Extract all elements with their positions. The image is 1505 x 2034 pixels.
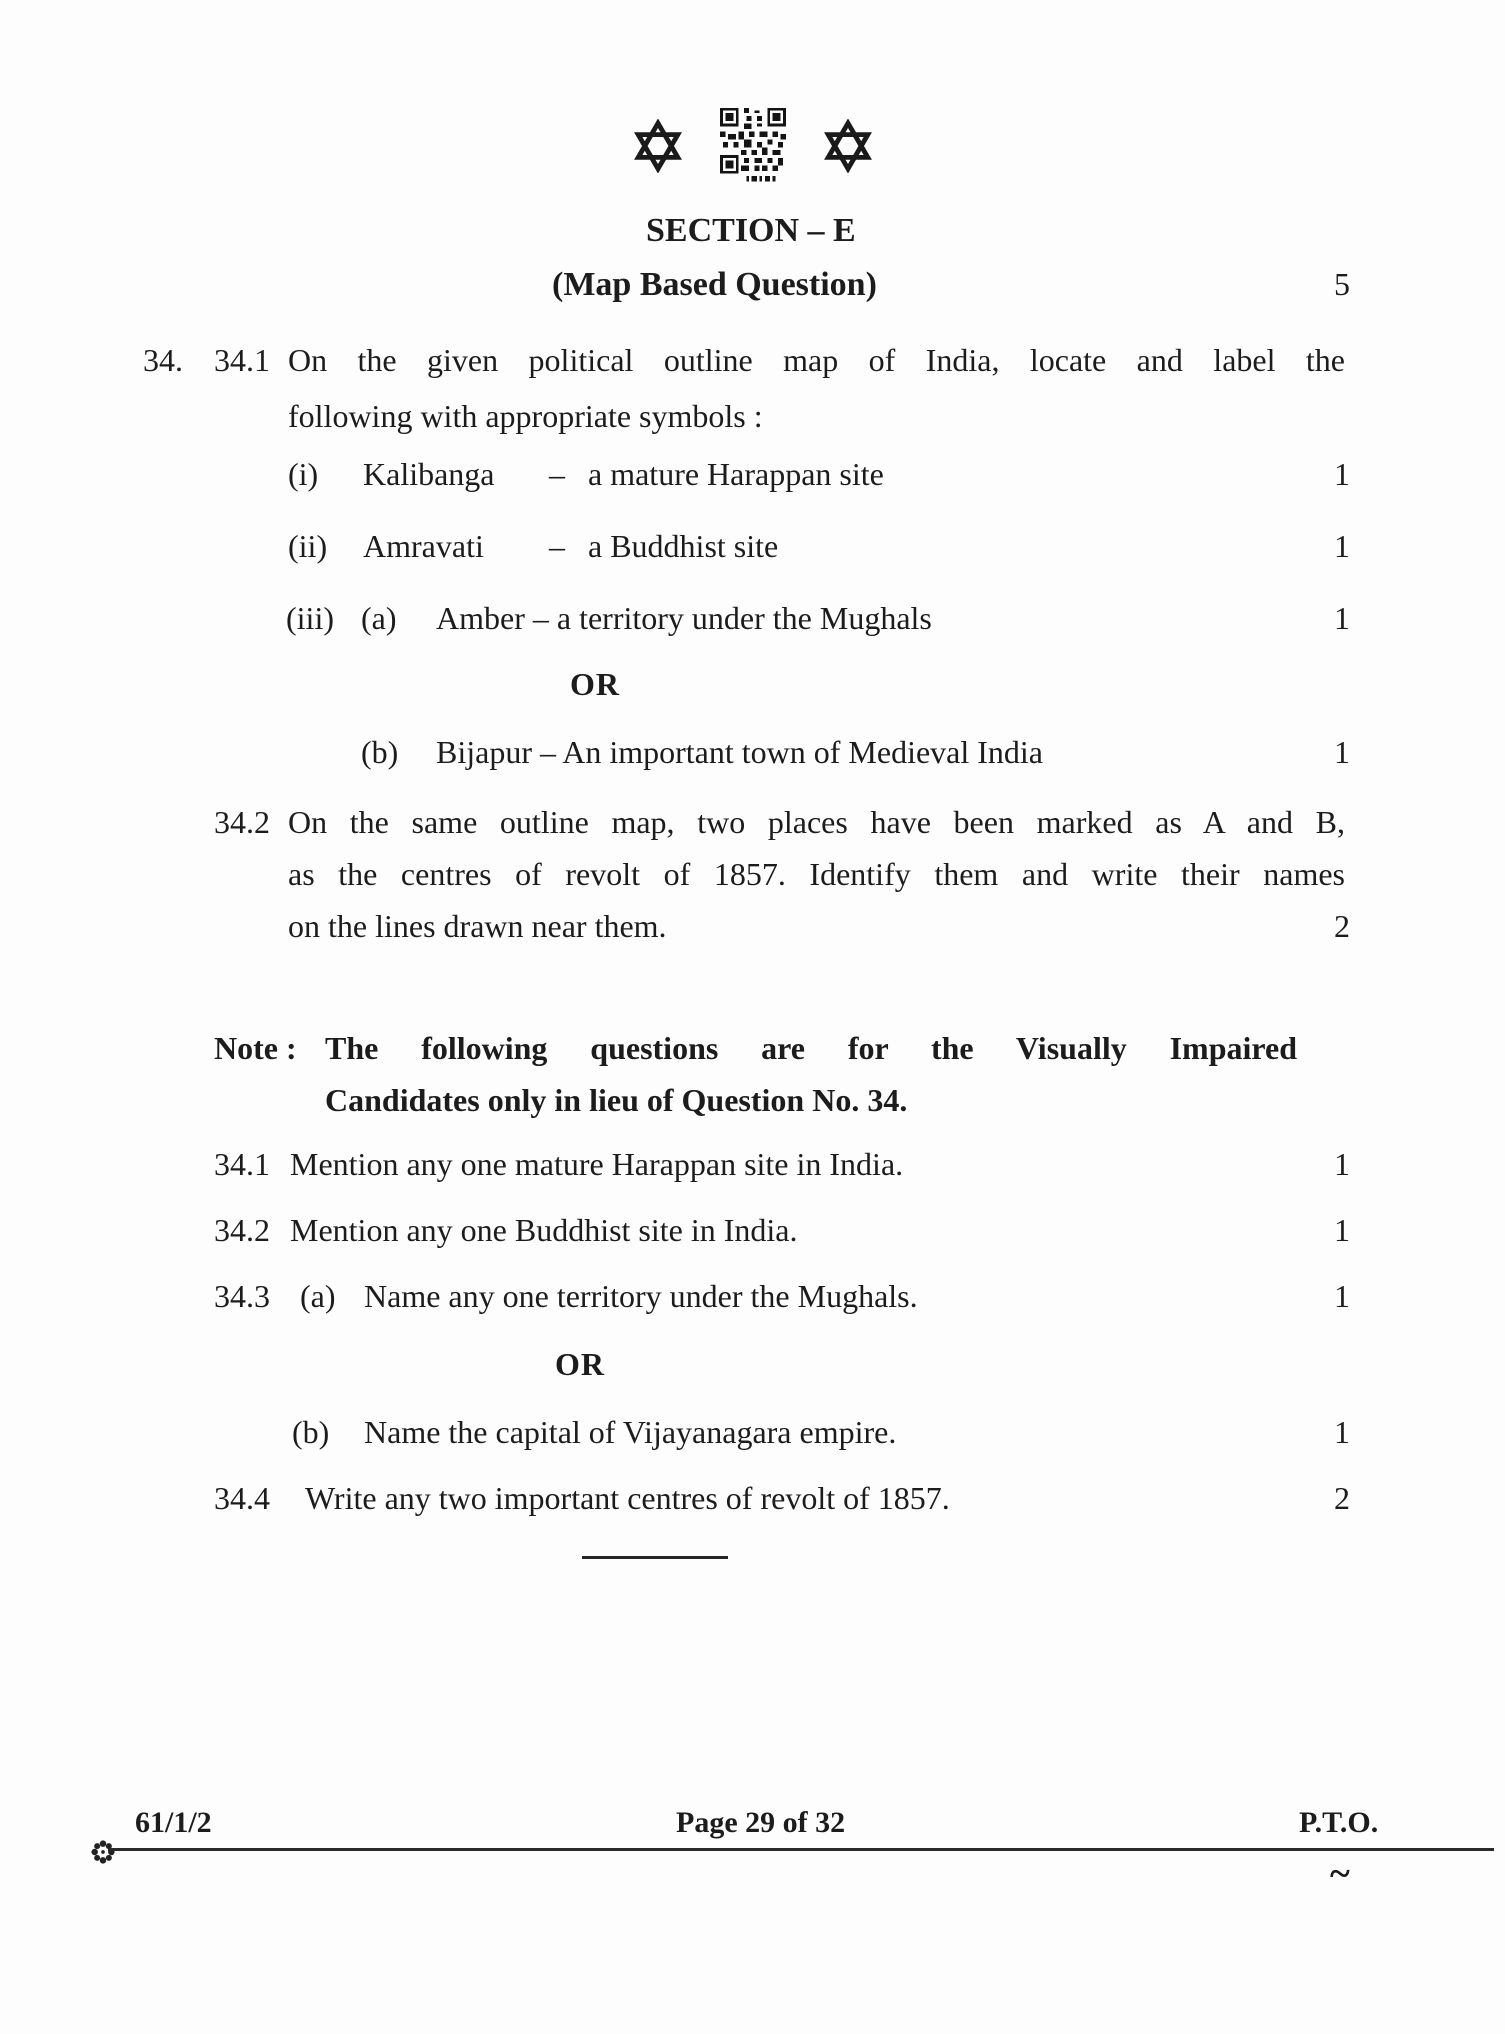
question-number: 34. <box>143 342 183 378</box>
flower-icon <box>90 1836 116 1873</box>
or-divider <box>0 666 1505 712</box>
marks-value: 5 <box>1334 266 1350 302</box>
note-line2 <box>0 1082 1505 1128</box>
vi-question-34-1 <box>0 1146 1505 1192</box>
option-label: (a) <box>361 600 397 636</box>
question-text: Write any two important centres of revolt of 1857. <box>305 1480 950 1516</box>
footer-pto: P.T.O. <box>1299 1806 1379 1839</box>
vi-question-34-3a <box>0 1278 1505 1324</box>
item-description: a mature Harappan site <box>588 456 884 492</box>
marks-value: 2 <box>1334 908 1350 944</box>
question-text: Mention any one Buddhist site in India. <box>290 1212 798 1248</box>
question-34-2-line2 <box>0 856 1505 902</box>
marks-value: 1 <box>1334 528 1350 564</box>
section-subtitle: (Map Based Question) <box>552 266 877 303</box>
question-text: Name any one territory under the Mughals. <box>364 1278 918 1314</box>
tilde-mark: ~ <box>1330 1853 1350 1895</box>
map-item-i <box>0 456 1505 502</box>
footer-rule <box>108 1848 1494 1851</box>
question-text: On the given political outline map of India, locate and label the <box>288 342 1345 378</box>
or-divider <box>0 1346 1505 1392</box>
question-34-2-line1 <box>0 804 1505 850</box>
qr-code-icon <box>720 108 786 192</box>
question-text: On the same outline map, two places have been marked as A and B, <box>288 804 1345 840</box>
note-line1 <box>0 1030 1505 1076</box>
marks-value: 1 <box>1334 1146 1350 1182</box>
separator-line <box>582 1556 728 1559</box>
subquestion-number: 34.3 <box>214 1278 270 1314</box>
question-34-intro-line1 <box>0 342 1505 388</box>
option-label: (a) <box>300 1278 336 1314</box>
section-title: SECTION – E <box>646 212 856 249</box>
note-label: Note : <box>214 1030 297 1066</box>
question-text: Name the capital of Vijayanagara empire. <box>364 1414 897 1450</box>
marks-value: 2 <box>1334 1480 1350 1516</box>
subquestion-number: 34.1 <box>214 342 270 378</box>
dash: – <box>549 528 565 564</box>
note-text: Candidates only in lieu of Question No. 34. <box>325 1082 908 1118</box>
marks-value: 1 <box>1334 1212 1350 1248</box>
question-text: Mention any one mature Harappan site in India. <box>290 1146 904 1182</box>
marks-value: 1 <box>1334 1278 1350 1314</box>
item-label: (iii) <box>286 600 334 636</box>
question-text: as the centres of revolt of 1857. Identify them and write their names <box>288 856 1345 892</box>
item-label: (i) <box>288 456 319 492</box>
subquestion-number: 34.2 <box>214 804 270 840</box>
vi-question-34-2 <box>0 1212 1505 1258</box>
item-description: a Buddhist site <box>588 528 779 564</box>
item-label: (ii) <box>288 528 328 564</box>
place-name: Amravati <box>363 528 484 564</box>
vi-question-34-3b <box>0 1414 1505 1460</box>
footer-paper-code: 61/1/2 <box>135 1806 212 1839</box>
subquestion-number: 34.4 <box>214 1480 270 1516</box>
footer-page-number: Page 29 of 32 <box>676 1806 846 1839</box>
star-of-david-icon <box>634 119 682 181</box>
marks-value: 1 <box>1334 1414 1350 1450</box>
item-description: Bijapur – An important town of Medieval India <box>436 734 1043 770</box>
map-item-ii <box>0 528 1505 574</box>
map-item-iii-a <box>0 600 1505 646</box>
option-label: (b) <box>292 1414 330 1450</box>
map-item-iii-b <box>0 734 1505 780</box>
question-text: following with appropriate symbols : <box>288 398 763 434</box>
dash: – <box>549 456 565 492</box>
header-symbols <box>0 108 1505 192</box>
question-text: on the lines drawn near them. <box>288 908 667 944</box>
note-text: The following questions are for the Visually Impaired <box>325 1030 1297 1066</box>
question-34-intro-line2 <box>0 398 1505 444</box>
star-of-david-icon <box>824 119 872 181</box>
place-name: Kalibanga <box>363 456 495 492</box>
marks-value: 1 <box>1334 600 1350 636</box>
subquestion-number: 34.1 <box>214 1146 270 1182</box>
page-footer <box>0 1806 1505 1852</box>
option-label: (b) <box>361 734 399 770</box>
or-label: OR <box>570 666 620 702</box>
marks-value: 1 <box>1334 734 1350 770</box>
or-label: OR <box>555 1346 605 1382</box>
marks-value: 1 <box>1334 456 1350 492</box>
question-34-2-line3 <box>0 908 1505 954</box>
subquestion-number: 34.2 <box>214 1212 270 1248</box>
vi-question-34-4 <box>0 1480 1505 1526</box>
item-description: Amber – a territory under the Mughals <box>436 600 932 636</box>
